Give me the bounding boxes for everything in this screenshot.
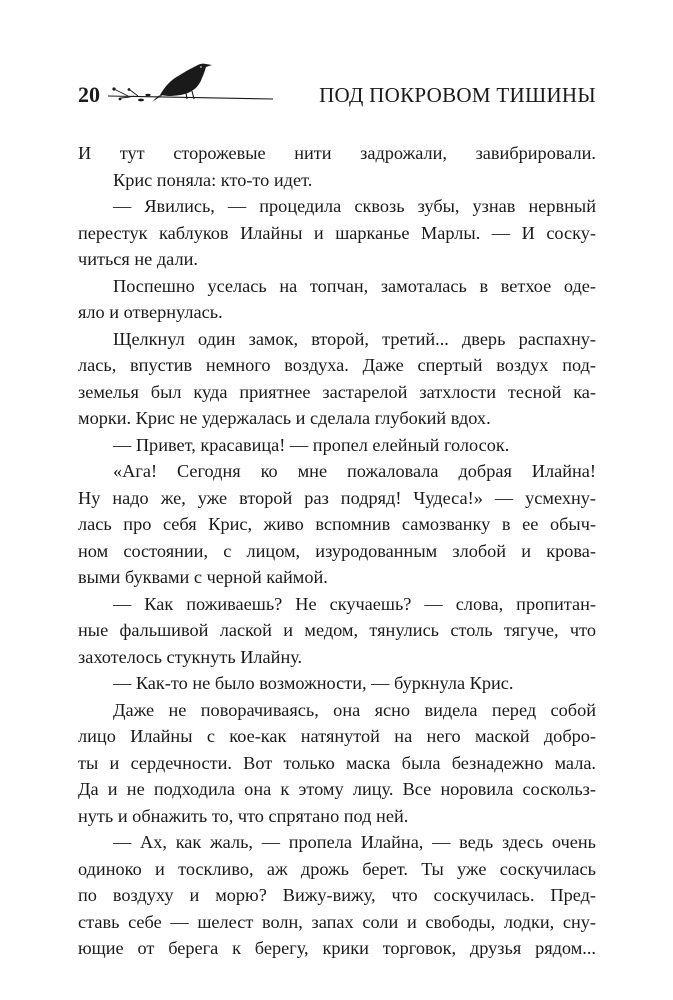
text-line: ты и сердечности. Вот только маска была безнадежно мала.: [78, 752, 596, 773]
text-line: Даже не поворачиваясь, она ясно видела перед собой: [113, 699, 596, 720]
text-line: яло и отвернулась.: [78, 302, 223, 322]
text-line: — Ах, как жаль, — пропела Илайна, — ведь здесь очень: [113, 832, 596, 852]
text-line: лась про себя Крис, живо вспомнив самозванку в ее обыч-: [78, 514, 596, 534]
text-line: — Как-то не было возможности, — буркнула Крис.: [113, 673, 514, 693]
running-title: ПОД ПОКРОВОМ ТИШИНЫ: [319, 83, 596, 107]
text-line: ставь себе — шелест волн, запах соли и свободы, лодки, сну-: [78, 911, 596, 932]
text-line: захотелось стукнуть Илайну.: [78, 646, 303, 667]
text-line: по воздуху и морю? Вижу-вижу, что соскучилась. Пред-: [78, 885, 596, 905]
text-line: выми буквами с черной каймой.: [78, 567, 328, 587]
text-line: морки. Крис не удержалась и сделала глубокий вдох.: [78, 408, 491, 428]
text-line: лицо Илайны с кое-как натянутой на него маской добро-: [78, 726, 596, 746]
text-line: Поспешно уселась на топчан, замоталась в ветхое оде-: [113, 275, 596, 296]
text-line: Щелкнул один замок, второй, третий... дверь распахну-: [113, 328, 596, 349]
page-header: [78, 62, 596, 122]
text-line: ном состоянии, с лицом, изуродованным злобой и крова-: [78, 540, 596, 561]
text-line: лась, впустив немного воздуха. Даже спертый воздух под-: [78, 355, 596, 375]
text-line: — Явились, — процедила сквозь зубы, узнав нервный: [113, 196, 596, 216]
text-line: «Ага! Сегодня ко мне пожаловала добрая Илайна!: [113, 461, 596, 481]
raven-on-branch-icon: [108, 62, 278, 112]
text-line: читься не дали.: [78, 249, 198, 269]
text-line: И тут сторожевые нити задрожали, завибрировали.: [78, 143, 596, 163]
text-line: — Как поживаешь? Не скучаешь? — слова, пропитан-: [113, 593, 596, 614]
text-line: Ну надо же, уже второй раз подряд! Чудеса!» — усмехну-: [78, 487, 596, 508]
body-text: [78, 140, 596, 962]
page-number: 20: [78, 82, 100, 107]
text-line: одиноко и тоскливо, аж дрожь берет. Ты уже соскучилась: [78, 858, 596, 879]
text-line: — Привет, красавица! — пропел елейный голосок.: [113, 434, 510, 455]
text-line: земелья был куда приятнее застарелой затхлости тесной ка-: [78, 381, 596, 402]
text-line: Крис поняла: кто-то идет.: [113, 169, 313, 190]
text-line: нуть и обнажить то, что спрятано под ней.: [78, 805, 409, 826]
text-line: ющие от берега к берегу, крики торговок, друзья рядом...: [78, 938, 596, 958]
text-line: Да и не подходила она к этому лицу. Все норовила соскольз-: [78, 779, 596, 799]
text-line: ные фальшивой лаской и медом, тянулись столь тягуче, что: [78, 620, 596, 640]
text-line: перестук каблуков Илайны и шарканье Марлы. — И соску-: [78, 222, 596, 243]
